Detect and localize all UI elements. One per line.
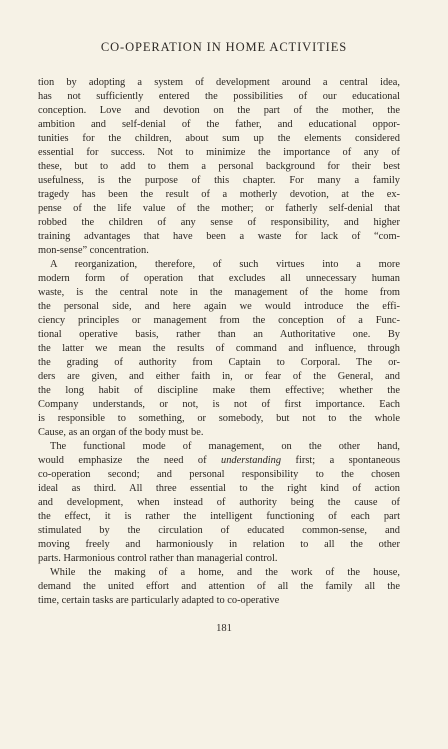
emphasis: understanding [221,455,282,466]
paragraph [38,258,400,440]
text-line: demand the united effort and attention of all the family all the [38,581,400,592]
text-line: essential for success. Not to minimize the importance of any of [38,147,400,158]
text-line: time, certain tasks are particularly adapted to co-operative [38,595,280,606]
text-line: tragedy has been the result of a motherly devotion, at the ex- [38,189,400,200]
text-line: ders are given, and either faith in, or fear of the General, and [38,371,400,382]
text-line: waste, is the central note in the management of the home from [38,287,400,298]
text-line: conception. Love and devotion on the part of the mother, the [38,105,400,116]
text-line: parts. Harmonious control rather than managerial control. [38,553,278,564]
text-line: has not sufficiently entered the possibilities of our educational [38,91,400,102]
paragraph [38,76,400,258]
text-line: the long habit of discipline make them effective; whether the [38,385,400,396]
text-line: the latter we mean the results of command and influence, through [38,343,400,354]
text-line: tional operative basis, rather than an Authoritative one. By [38,329,400,340]
text-line: tunities for the children, about sum up the elements considered [38,133,400,144]
text-line: A reorganization, therefore, of such virtues into a more [50,259,400,270]
text-line: Cause, as an organ of the body must be. [38,427,204,438]
text-line: The functional mode of management, on the other hand, [50,441,400,452]
text-line: modern form of operation that excludes all unnecessary human [38,273,400,284]
paragraph [38,566,400,608]
paragraph [38,440,400,566]
text-line: training advantages that have been a waste for lack of “com- [38,231,400,242]
text-line: the personal side, and here again we would introduce the effi- [38,301,400,312]
text-line: moving freely and harmoniously in relation to all the other [38,539,400,550]
text-line: usefulness, is the purpose of this chapter. For many a family [38,175,400,186]
text-line: tion by adopting a system of development around a central idea, [38,77,400,88]
text-line: ciency principles or management from the conception of a Func- [38,315,400,326]
text-line: and development, when instead of authority being the cause of [38,497,400,508]
text-line: would emphasize the need of understanding first; a spontaneous [38,455,400,466]
page-number: 181 [216,623,232,634]
text-line: Company understands, or not, is not of first importance. Each [38,399,400,410]
body-text [38,76,400,608]
running-head: CO-OPERATION IN HOME ACTIVITIES [100,40,348,54]
text-line: the grading of authority from Captain to Corporal. The or- [38,357,400,368]
text-line: the effect, it is rather the intelligent functioning of each part [38,511,400,522]
text-line: pense of the life value of the mother; or fatherly self-denial that [38,203,400,214]
text-line: ambition and self-denial of the father, and educational oppor- [38,119,400,130]
text-line: While the making of a home, and the work of the house, [50,567,400,578]
text-line: robbed the children of any sense of responsibility, and higher [38,217,400,228]
text-line: co-operation second; and personal responsibility to the chosen [38,469,400,480]
text-line: mon-sense” concentration. [38,245,149,256]
text-line: these, but to add to them a personal background for their best [38,161,400,172]
text-line: stimulated by the circulation of educated common-sense, and [38,525,400,536]
text-line: ideal as third. All three essential to the right kind of action [38,483,400,494]
text-line: is responsible to something, or somebody, but not to the whole [38,413,400,424]
